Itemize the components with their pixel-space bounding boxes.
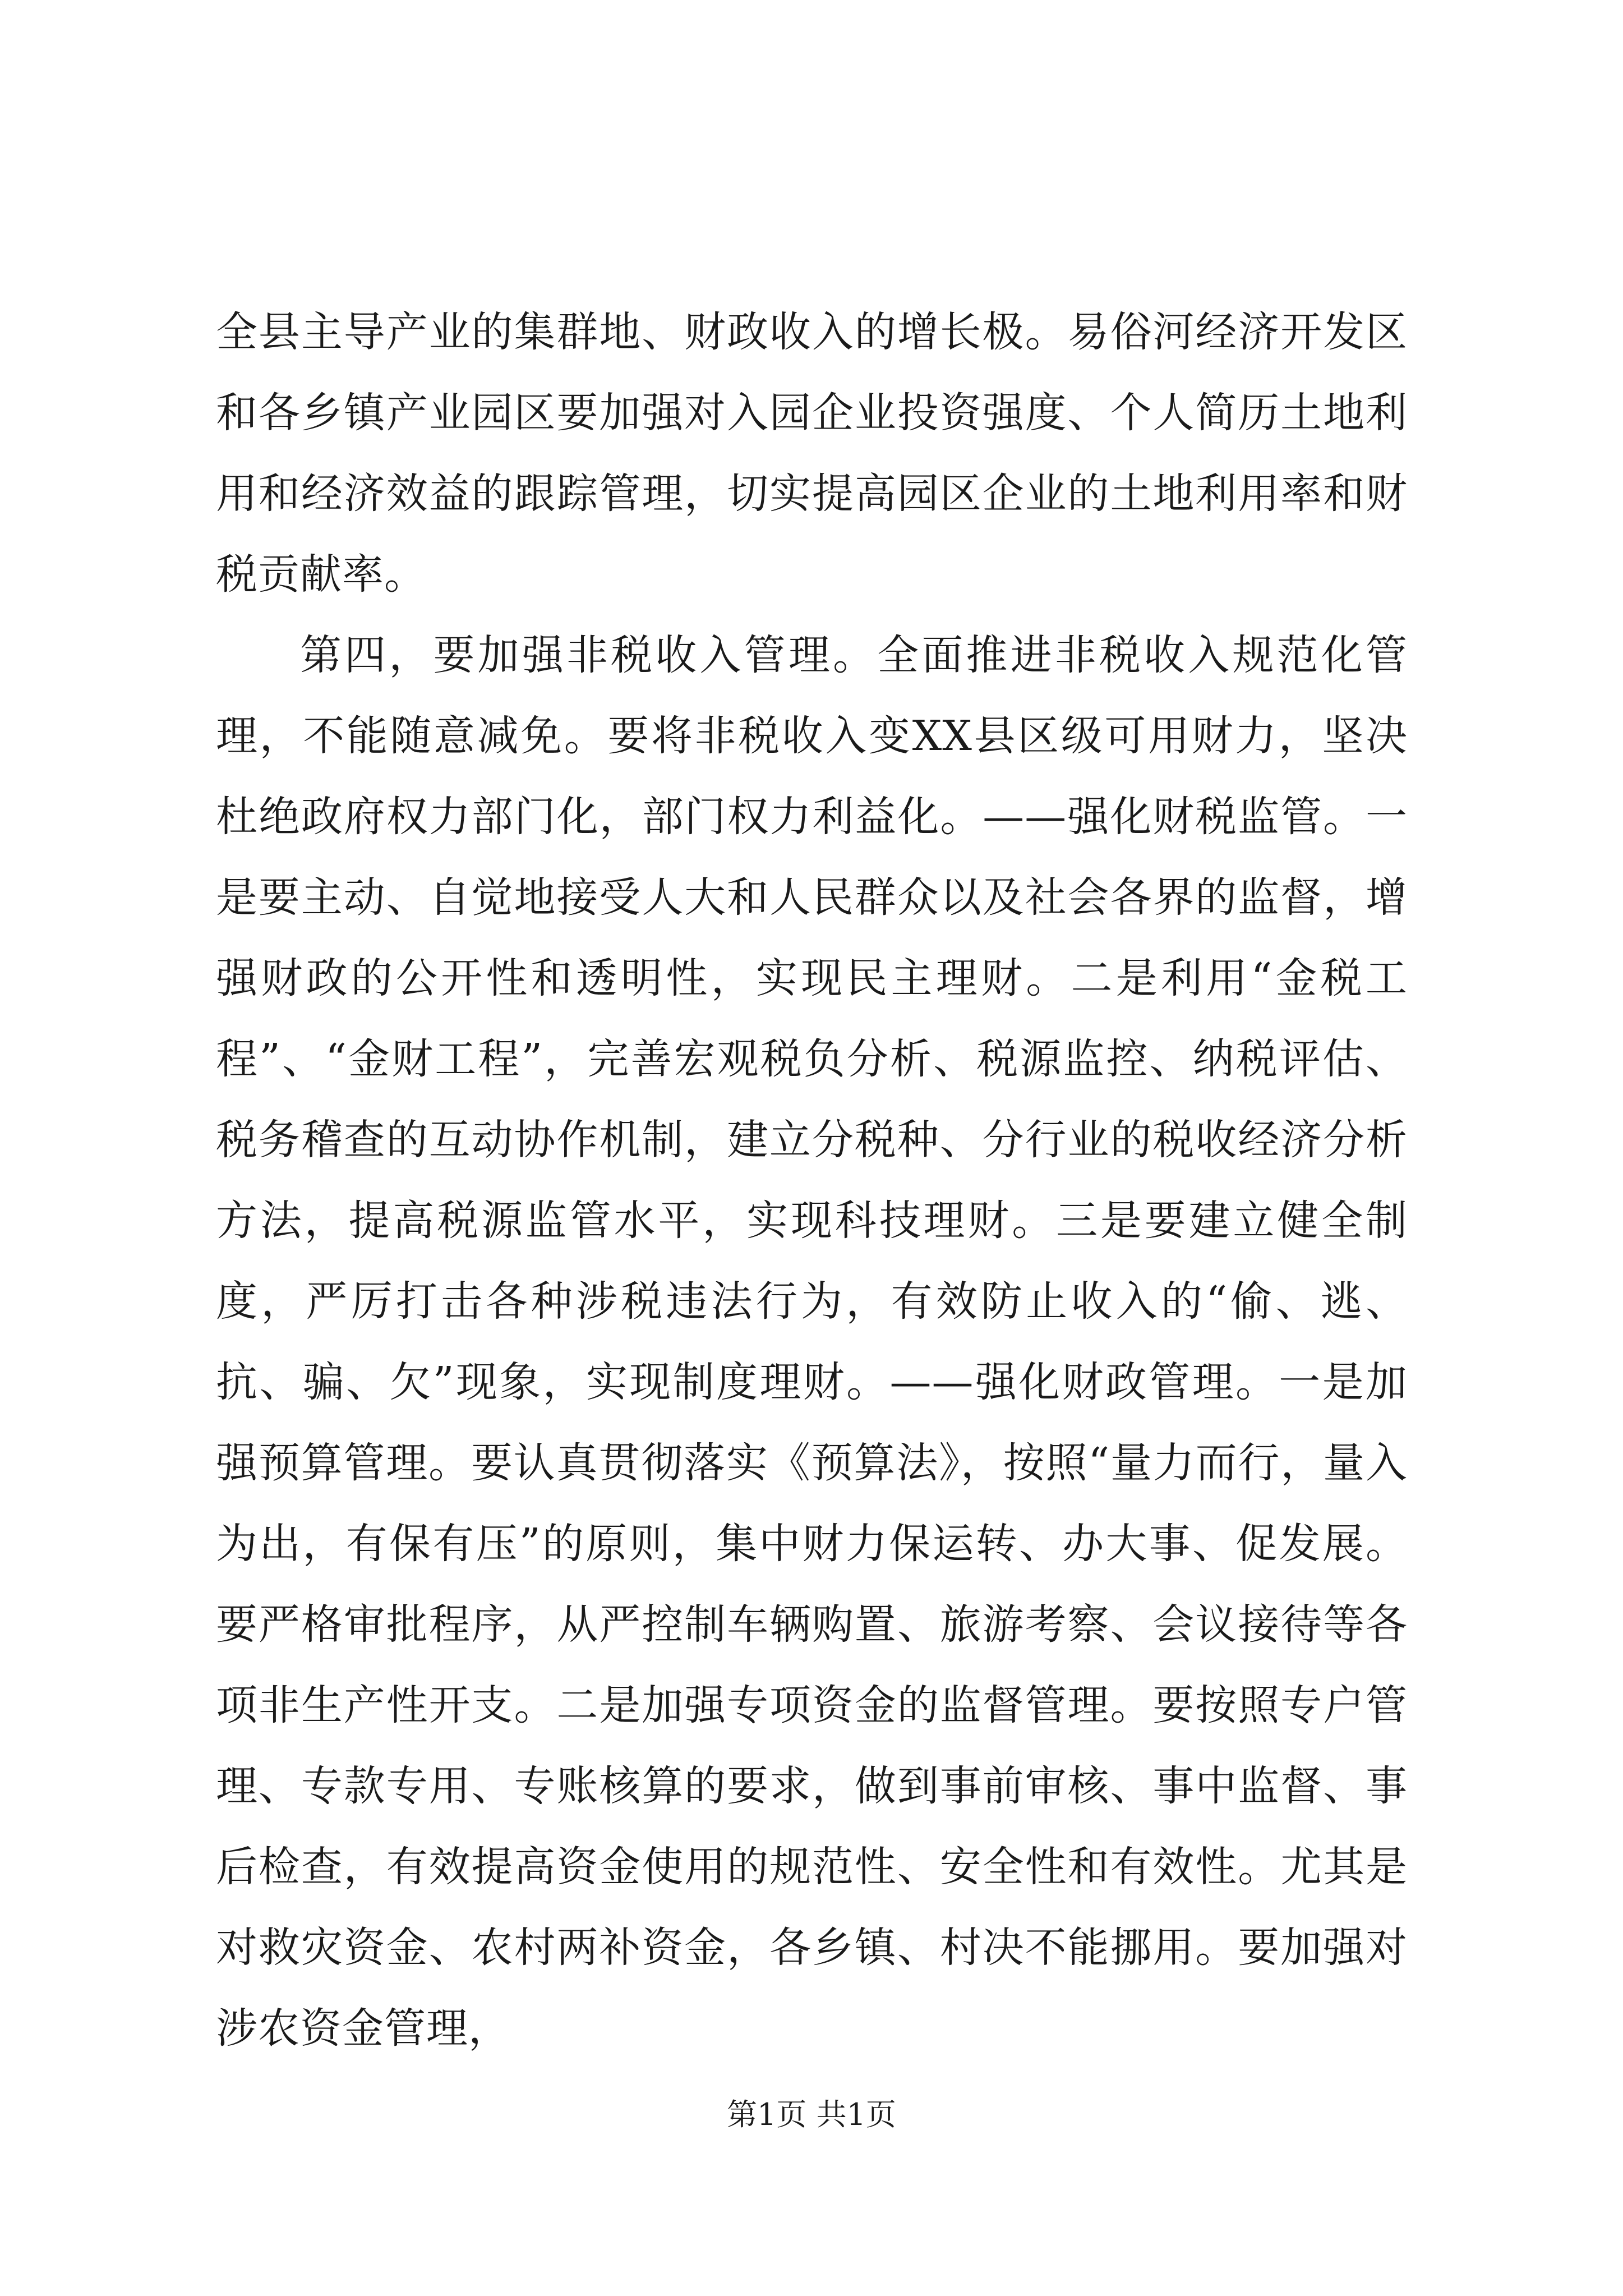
page-footer: 第1页 共1页 [727, 2097, 896, 2132]
document-body [216, 292, 1408, 2069]
paragraph-1: 全县主导产业的集群地、财政收入的增长极。易俗河经济开发区和各乡镇产业园区要加强对入园企业投资强度、个人简历土地利用和经济效益的跟踪管理，切实提高园区企业的土地利用率和财税贡献率。 [216, 308, 1408, 599]
paragraph-2: 第四，要加强非税收入管理。全面推进非税收入规范化管理，不能随意减免。要将非税收入变XX县区级可用财力，坚决杜绝政府权力部门化，部门权力利益化。——强化财税监管。一是要主动、自觉地接受人大和人民群众以及社会各界的监督，增强财政的公开性和透明性，实现民主理财。二是利用“金税工程”、“金财工程”，完善宏观税负分析、税源监控、纳税评估、税务稽查的互动协作机制，建立分税种、分行业的税收经济分析方法，提高税源监管水平，实现科技理财。三是要建立健全制度，严厉打击各种涉税违法行为，有效防止收入的“偷、逃、抗、骗、欠”现象，实现制度理财。——强化财政管理。一是加强预算管理。要认真贯彻落实《预算法》，按照“量力而行，量入为出，有保有压”的原则，集中财力保运转、办大事、促发展。要严格审批程序，从严控制车辆购置、旅游考察、会议接待等各项非生产性开支。二是加强专项资金的监督管理。要按照专户管理、专款专用、专账核算的要求，做到事前审核、事中监督、事后检查，有效提高资金使用的规范性、安全性和有效性。尤其是对救灾资金、农村两补资金，各乡镇、村决不能挪用。要加强对涉农资金管理， [216, 631, 1408, 2053]
